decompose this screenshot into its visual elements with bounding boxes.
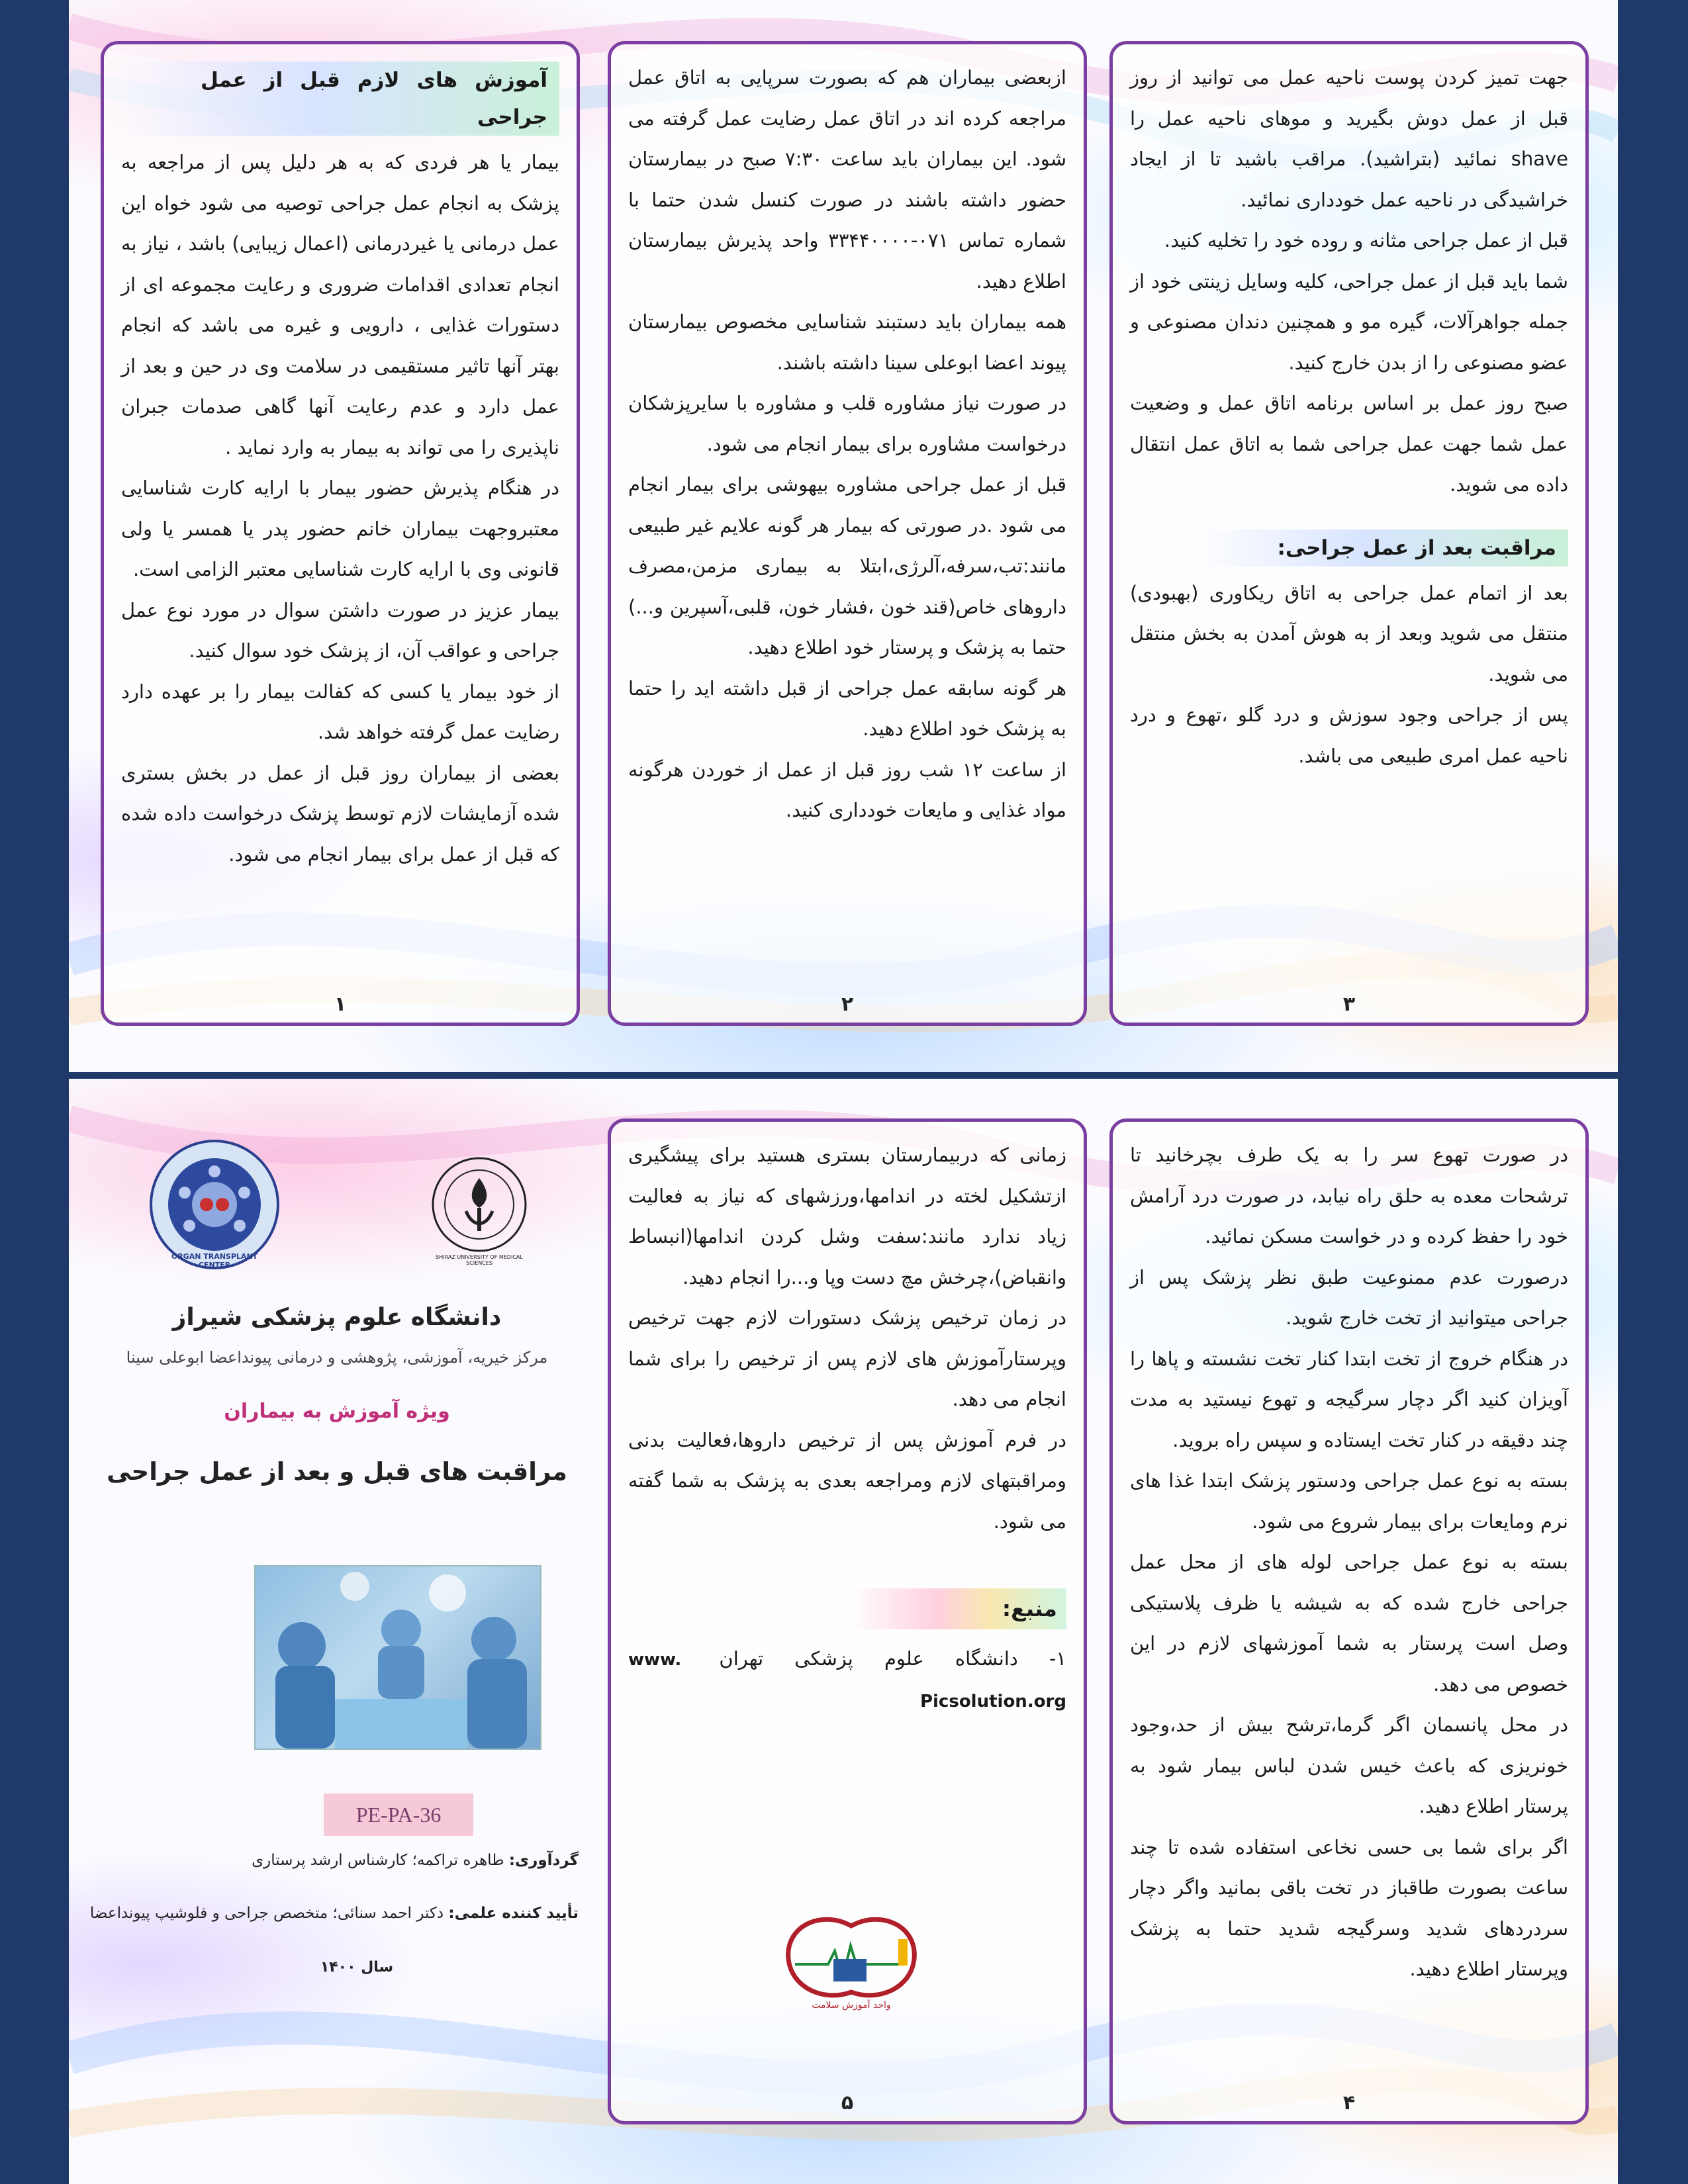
paragraph: صبح روز عمل بر اساس برنامه اتاق عمل و وضعیت عمل شما جهت عمل جراحی شما به اتاق عمل انتقال داده می شوید. xyxy=(1130,392,1568,496)
approver-name: دکتر احمد سنائی؛ متخصص جراحی و فلوشیپ پیونداعضا xyxy=(89,1905,444,1922)
source-website: www. Picsolution.org xyxy=(628,1649,1066,1711)
source-heading: منبع: xyxy=(850,1588,1066,1629)
paragraph: بیمار یا هر فردی که به هر دلیل پس از مراجعه به پزشک به انجام عمل جراحی توصیه می شود خواه این عمل درمانی یا غیردرمانی (اعمال زیبایی) باشد ، نیاز به انجام تعدادی اقدامات ضروری و رعایت مجموعه ای از دستورات غذایی ، دارویی و غیره می باشد که انجام بهتر آنها تاثیر مستقیمی در سلامت وی در حین و بعد از عمل دارد و عدم رعایت آنها گاهی صدمات جبران ناپذیری را می تواند به بیمار به وارد نماید . xyxy=(121,151,559,459)
document-code-badge: PE-PA-36 xyxy=(324,1794,473,1836)
paragraph: در صورت نیاز مشاوره قلب و مشاوره با سایرپزشکان درخواست مشاوره برای بیمار انجام می شود. xyxy=(628,392,1066,455)
paragraph: بعد از اتمام عمل جراحی به اتاق ریکاوری (بهبودی) منتقل می شوید وبعد از به هوش آمدن به بخش منتقل می شوید. xyxy=(1130,581,1568,686)
otc-logo-text: ORGAN TRANSPLANT CENTER xyxy=(171,1252,258,1269)
page-number: ۴ xyxy=(1342,2091,1356,2115)
brochure-inner-sheet xyxy=(69,1079,1618,2184)
shiraz-university-logo xyxy=(430,1155,529,1267)
surgery-photo xyxy=(254,1565,541,1750)
paragraph: در صورت تهوع سر را به یک طرف بچرخانید تا ترشحات معده به حلق راه نیابد، در صورت درد آرامش خود را حفظ کرده و در خواست مسکن نمائید. xyxy=(1130,1144,1568,1248)
paragraph: در هنگام پذیرش حضور بیمار با ارایه کارت شناسایی معتبروجهت بیماران خانم حضور پدر یا همسر یا ولی قانونی وی با ارایه کارت شناسایی معتبر الزامی است. xyxy=(121,477,559,580)
publication-year: سال ۱۴۰۰ xyxy=(320,1959,394,1976)
paragraph: درصورت عدم ممنوعیت طبق نظر پزشک پس از جراحی میتوانید از تخت خارج شوید. xyxy=(1130,1265,1568,1329)
approver-label: تأیید کننده علمی: xyxy=(448,1905,579,1922)
page-number: ۱ xyxy=(334,993,347,1016)
paragraph: بیمار عزیز در صورت داشتن سوال در مورد نوع عمل جراحی و عواقب آن، از پزشک خود سوال کنید. xyxy=(121,598,559,662)
paragraph: بعضی از بیماران روز قبل از عمل در بخش بستری شده آزمایشات لازم توسط پزشک درخواست داده شده که قبل از عمل برای بیمار انجام می شود. xyxy=(121,761,559,866)
panel-4 xyxy=(1109,1118,1589,2124)
paragraph: جهت تمیز کردن پوست ناحیه عمل می توانید از روز قبل از عمل دوش بگیرید و موهای ناحیه عمل را shave نمائید (بتراشید). مراقب باشید تا از ایجاد خراشیدگی در ناحیه عمل خودداری نمائید. xyxy=(1130,66,1568,211)
compiler-name: طاهره تراکمه؛ کارشناس ارشد پرستاری xyxy=(252,1852,504,1869)
compiler-label: گردآوری: xyxy=(508,1852,579,1869)
paragraph: همه بیماران باید دستبند شناسایی مخصوص بیمارستان پیوند اعضا ابوعلی سینا داشته باشند. xyxy=(628,310,1066,374)
paragraph: هر گونه سابقه عمل جراحی از قبل داشته اید را حتما به پزشک خود اطلاع دهید. xyxy=(628,676,1066,740)
panel-2 xyxy=(608,41,1087,1026)
paragraph: بسته به نوع عمل جراحی ودستور پزشک ابتدا غذا های نرم ومایعات برای بیمار شروع می شود. xyxy=(1130,1469,1568,1533)
paragraph: بسته به نوع عمل جراحی لوله های از محل عمل جراحی خارج شده که به شیشه یا ظرف پلاستیکی وصل است پرستار به شما آموزشهای لازم در این خصوص می دهد. xyxy=(1130,1551,1568,1696)
paragraph: در محل پانسمان اگر گرما،ترشح بیش از حد،وجود خونریزی که باعث خیس شدن لباس بیمار شود به پرستار اطلاع دهید. xyxy=(1130,1713,1568,1817)
paragraph: در زمان ترخیص پزشک دستورات لازم جهت ترخیص وپرستارآموزش های لازم پس از ترخیص را برای شما انجام می دهد. xyxy=(628,1306,1066,1410)
panel-1 xyxy=(101,41,580,1026)
cover-panel xyxy=(82,1079,592,2164)
special-label: ویژه آموزش به بیماران xyxy=(224,1400,450,1423)
paragraph: قبل از عمل جراحی مثانه و روده خود را تخلیه کنید. xyxy=(1164,229,1568,251)
health-education-logo xyxy=(769,1913,934,2019)
paragraph: زمانی که دربیمارستان بستری هستید برای پیشگیری ازتشکیل لخته در اندامها،ورزشهای که نیاز به فعالیت زیاد ندارد مانند:سفت وشل کردن اندامها(انبساط وانقباض)،چرخش مچ دست وپا و...را انجام دهید. xyxy=(628,1144,1066,1289)
brochure-title: مراقبت های قبل و بعد از عمل جراحی xyxy=(107,1457,567,1486)
center-name: مرکز خیریه، آموزشی، پژوهشی و درمانی پیونداعضا ابوعلی سینا xyxy=(126,1348,548,1367)
paragraph: پس از جراحی وجود سوزش و درد گلو ،تهوع و درد ناحیه عمل امری طبیعی می باشد. xyxy=(1130,704,1568,767)
paragraph: از خود بیمار یا کسی که کفالت بیمار را بر عهده دارد رضایت عمل گرفته خواهد شد. xyxy=(121,680,559,743)
sums-logo-text: SHIRAZ UNIVERSITY OF MEDICAL SCIENCES xyxy=(436,1254,523,1266)
logo-caption: واحد آموزش سلامت xyxy=(812,2000,891,2011)
section-heading-pre-op-education: آموزش های لازم قبل از عمل جراحی xyxy=(121,62,559,136)
page-number: ۵ xyxy=(841,2091,854,2115)
paragraph: از ساعت ۱۲ شب روز قبل از عمل از خوردن هرگونه مواد غذایی و مایعات خودداری کنید. xyxy=(628,758,1067,821)
paragraph: شما باید قبل از عمل جراحی، کلیه وسایل زینتی خود از جمله جواهرآلات، گیره مو و همچنین دندان مصنوعی و عضو مصنوعی را از بدن خارج کنید. xyxy=(1130,269,1568,374)
paragraph: قبل از عمل جراحی مشاوره بیهوشی برای بیمار انجام می شود .در صورتی که بیمار هر گونه علایم غیر طبیعی مانند:تب،سرفه،آلرژی،ابتلا به بیماری مزمن،مصرف داروهای خاص(قند خون ،فشار خون، قلبی،آسپرین و...) حتما به پزشک و پرستار خود اطلاع دهید. xyxy=(628,473,1066,659)
paragraph: اگر برای شما بی حسی نخاعی استفاده شده تا چند ساعت بصورت طاقباز در تخت باقی بمانید واگر دچار سردردهای شدید وسرگیجه شدید حتما به پزشک وپرستار اطلاع دهید. xyxy=(1130,1835,1568,1980)
page-number: ۳ xyxy=(1342,993,1356,1016)
section-heading-post-op-care: مراقبت بعد از عمل جراحی: xyxy=(1197,529,1568,567)
paragraph: در فرم آموزش پس از ترخیص داروها،فعالیت بدنی ومراقبتهای لازم ومراجعه بعدی به پزشک به شما گفته می شود. xyxy=(628,1428,1066,1533)
source-item: ۱- دانشگاه علوم پزشکی تهران xyxy=(719,1647,1066,1670)
panel-3 xyxy=(1109,41,1589,1026)
panel-5 xyxy=(608,1118,1087,2124)
university-name: دانشگاه علوم پزشکی شیراز xyxy=(172,1304,502,1331)
paragraph: در هنگام خروج از تخت ابتدا کنار تخت نشسته و پاها را آویزان کنید اگر دچار سرگیجه و تهوع نیستید به مدت چند دقیقه در کنار تخت ایستاده و سپس راه بروید. xyxy=(1130,1347,1568,1451)
page-number: ۲ xyxy=(841,993,854,1016)
organ-transplant-center-logo xyxy=(148,1138,281,1271)
paragraph: ازبعضی بیماران هم که بصورت سرپایی به اتاق عمل مراجعه کرده اند در اتاق عمل رضایت عمل گرفته می شود. این بیماران باید ساعت ۷:۳۰ صبح در بیمارستان حضور داشته باشند در صورت کنسل شدن حتما با شماره تماس ۰۷۱-۳۳۴۴۰۰۰۰ واحد پذیرش بیمارستان اطلاع دهید. xyxy=(628,66,1067,293)
brochure-outer-sheet xyxy=(69,0,1618,1072)
